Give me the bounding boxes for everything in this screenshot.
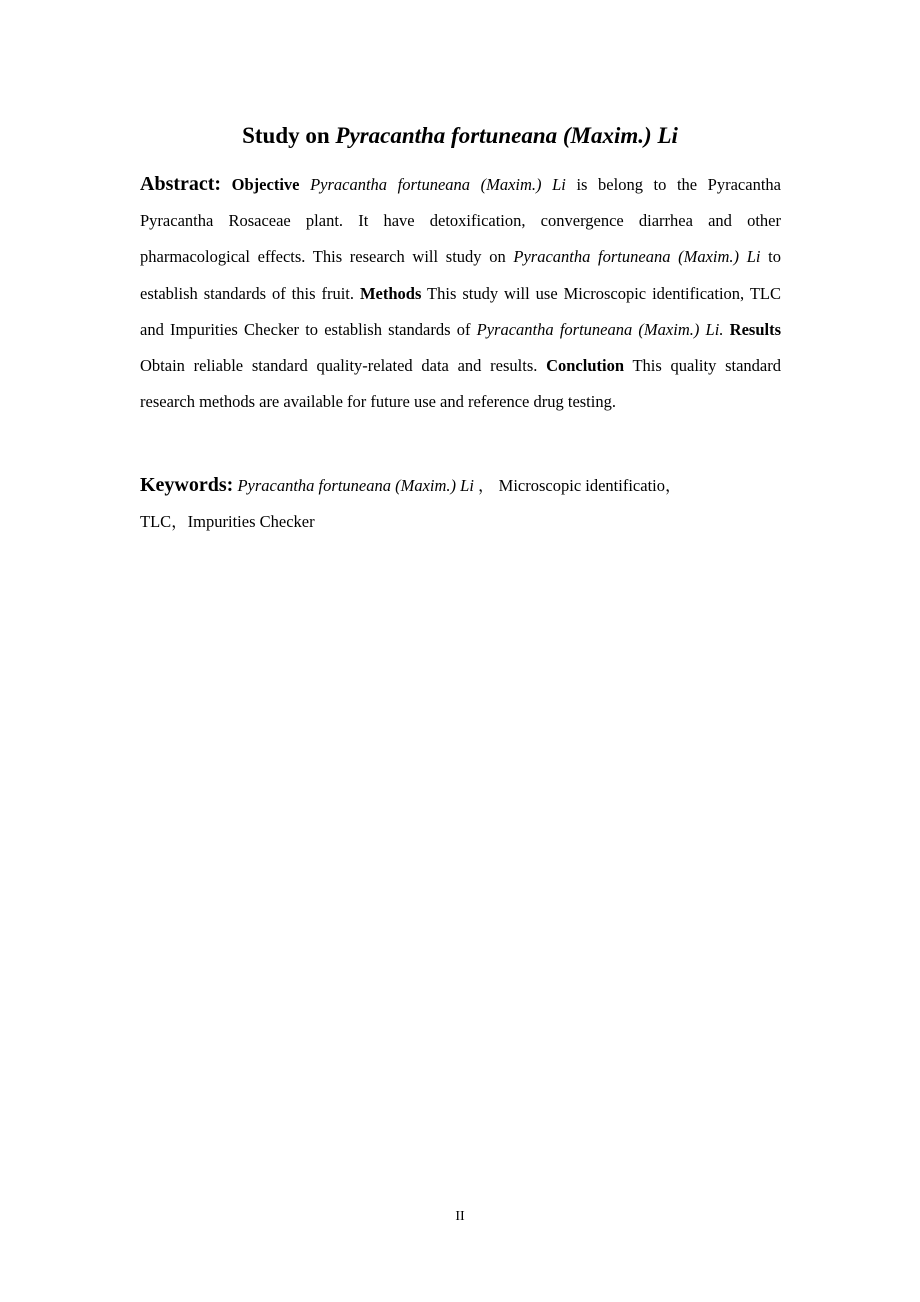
abstract-text-5: This quality standard research methods are available for future use and reference drug testing.	[140, 356, 781, 412]
abstract-text-3: This study will use Microscopic identification, TLC and Impurities Checker to establish standards of	[140, 283, 781, 339]
keyword-separator-3: ，	[171, 512, 188, 531]
conclusion-label: Conclution	[546, 356, 625, 376]
abstract-text-2: to establish standards of this fruit.	[140, 247, 781, 303]
title-species: Pyracantha fortuneana (Maxim.) Li	[335, 123, 678, 148]
abstract-label: Abstract:	[140, 173, 222, 195]
keyword-separator-1: ，	[473, 476, 499, 495]
page-number: II	[455, 1209, 465, 1224]
paper-title	[0, 121, 920, 151]
methods-label: Methods	[359, 283, 422, 303]
abstract-text-4: Obtain reliable standard quality-related data and results.	[140, 356, 547, 376]
results-label: Results	[729, 319, 781, 339]
abstract-paragraph	[140, 166, 781, 420]
keyword-microscopic: Microscopic identificatio	[498, 476, 665, 495]
objective-label: Objective	[231, 175, 300, 194]
keyword-impurities: Impurities Checker	[187, 512, 315, 531]
abstract-species-1: Pyracantha fortuneana (Maxim.) Li	[310, 175, 566, 194]
keyword-tlc: TLC	[140, 512, 172, 531]
keyword-species: Pyracantha fortuneana (Maxim.) Li	[237, 476, 474, 495]
abstract-species-3: Pyracantha fortuneana (Maxim.) Li.	[476, 319, 724, 339]
keywords-paragraph	[140, 467, 781, 540]
keyword-separator-2: ，	[665, 476, 682, 495]
abstract-text-1: is belong to the Pyracantha Pyracantha Rosaceae plant. It have detoxification, convergence diarrhea and other pharmacological effects. This research will study on	[140, 175, 781, 267]
title-prefix: Study on	[242, 123, 336, 148]
keywords-label: Keywords:	[140, 474, 234, 496]
abstract-species-2: Pyracantha fortuneana (Maxim.) Li	[513, 247, 761, 267]
